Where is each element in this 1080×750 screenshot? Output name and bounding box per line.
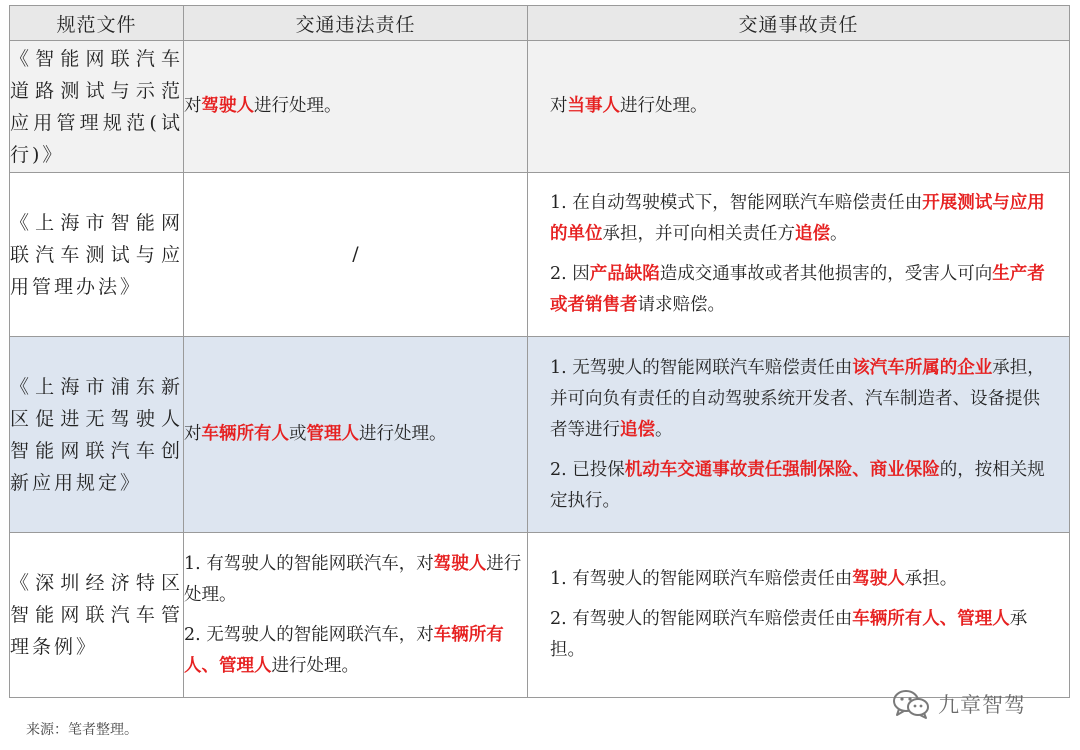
table-row <box>10 337 1070 533</box>
text-segment: 进行处理。 <box>271 655 359 676</box>
text-segment: 承担，并可向相关责任方 <box>602 224 795 244</box>
text-segment: 。 <box>655 419 673 440</box>
violation-cell <box>184 41 528 173</box>
cell-paragraph <box>184 620 527 682</box>
text-segment: 的，按相关规定执行。 <box>550 459 1045 511</box>
cell-paragraph <box>550 91 1051 122</box>
highlighted-text: 追偿 <box>620 419 655 440</box>
highlighted-text: 生产者或者销售者 <box>550 264 1045 315</box>
regulation-table <box>9 5 1070 698</box>
text-segment: 进行处理。 <box>359 424 447 444</box>
accident-cell <box>528 41 1070 173</box>
watermark-text: 九章智驾 <box>938 693 1026 717</box>
text-segment: 1. 无驾驶人的智能网联汽车赔偿责任由 <box>550 357 853 378</box>
violation-cell <box>184 533 528 698</box>
accident-cell <box>528 533 1070 698</box>
highlighted-text: 管理人 <box>306 424 359 444</box>
document-name: 《智能网联汽车道路测试与示范应用管理规范(试行)》 <box>10 41 184 173</box>
header-document: 规范文件 <box>10 6 184 41</box>
text-segment: 2. 无驾驶人的智能网联汽车，对 <box>184 624 434 645</box>
cell-paragraph <box>184 419 527 450</box>
highlighted-text: 追偿 <box>795 224 830 244</box>
text-segment: 2. 因 <box>550 264 590 284</box>
table-header-row <box>10 6 1070 41</box>
document-name: 《深圳经济特区智能网联汽车管理条例》 <box>10 533 184 698</box>
source-note: 来源：笔者整理。 <box>26 722 138 738</box>
highlighted-text: 当事人 <box>567 96 620 116</box>
table-row <box>10 533 1070 698</box>
accident-cell <box>528 173 1070 337</box>
highlighted-text: 驾驶人 <box>852 569 905 589</box>
violation-cell: / <box>184 173 528 337</box>
text-segment: 承担，并可向负有责任的自动驾驶系统开发者、汽车制造者、设备提供者等进行 <box>550 357 1045 440</box>
cell-paragraph <box>184 549 527 611</box>
highlighted-text: 车辆所有人、管理人 <box>184 624 504 676</box>
text-segment: 或 <box>289 424 307 444</box>
text-segment: 2. 有驾驶人的智能网联汽车赔偿责任由 <box>550 609 853 629</box>
text-segment: 2. 已投保 <box>550 459 625 480</box>
header-accident-liability: 交通事故责任 <box>528 6 1070 41</box>
highlighted-text: 开展测试与应用的单位 <box>550 193 1045 244</box>
highlighted-text: 该汽车所属的企业 <box>852 357 993 378</box>
text-segment: 进行处理。 <box>184 553 522 605</box>
table-row <box>10 173 1070 337</box>
highlighted-text: 机动车交通事故责任强制保险、商业保险 <box>624 459 940 480</box>
table-row <box>10 41 1070 173</box>
document-name: 《上海市浦东新区促进无驾驶人智能网联汽车创新应用规定》 <box>10 337 184 533</box>
text-segment: 承担。 <box>550 609 1028 660</box>
text-segment: 请求赔偿。 <box>637 295 725 315</box>
cell-paragraph <box>550 188 1051 250</box>
text-segment: 。 <box>830 224 848 244</box>
text-segment: 承担。 <box>904 569 958 589</box>
highlighted-text: 车辆所有人、管理人 <box>852 609 1010 629</box>
cell-paragraph <box>550 564 1051 595</box>
text-segment: 进行处理。 <box>620 96 708 116</box>
text-segment: 对 <box>550 96 568 116</box>
violation-cell <box>184 337 528 533</box>
cell-paragraph <box>550 604 1051 666</box>
text-segment: 1. 有驾驶人的智能网联汽车赔偿责任由 <box>550 569 853 589</box>
cell-paragraph <box>550 353 1051 446</box>
accident-cell <box>528 337 1070 533</box>
highlighted-text: 车辆所有人 <box>201 424 289 444</box>
text-segment: 对 <box>184 424 202 444</box>
text-segment: 进行处理。 <box>254 96 342 116</box>
text-segment: 1. 有驾驶人的智能网联汽车，对 <box>184 553 434 574</box>
text-segment: 对 <box>184 96 202 116</box>
document-name: 《上海市智能网联汽车测试与应用管理办法》 <box>10 173 184 337</box>
wechat-icon <box>892 688 930 720</box>
cell-paragraph <box>550 259 1051 321</box>
header-violation-liability: 交通违法责任 <box>184 6 528 41</box>
highlighted-text: 产品缺陷 <box>589 264 660 284</box>
highlighted-text: 驾驶人 <box>433 553 487 574</box>
text-segment: 1. 在自动驾驶模式下，智能网联汽车赔偿责任由 <box>550 193 923 213</box>
watermark <box>892 688 1026 720</box>
highlighted-text: 驾驶人 <box>201 96 254 116</box>
cell-paragraph <box>184 91 527 122</box>
cell-paragraph <box>550 455 1051 517</box>
text-segment: 造成交通事故或者其他损害的，受害人可向 <box>659 264 993 284</box>
